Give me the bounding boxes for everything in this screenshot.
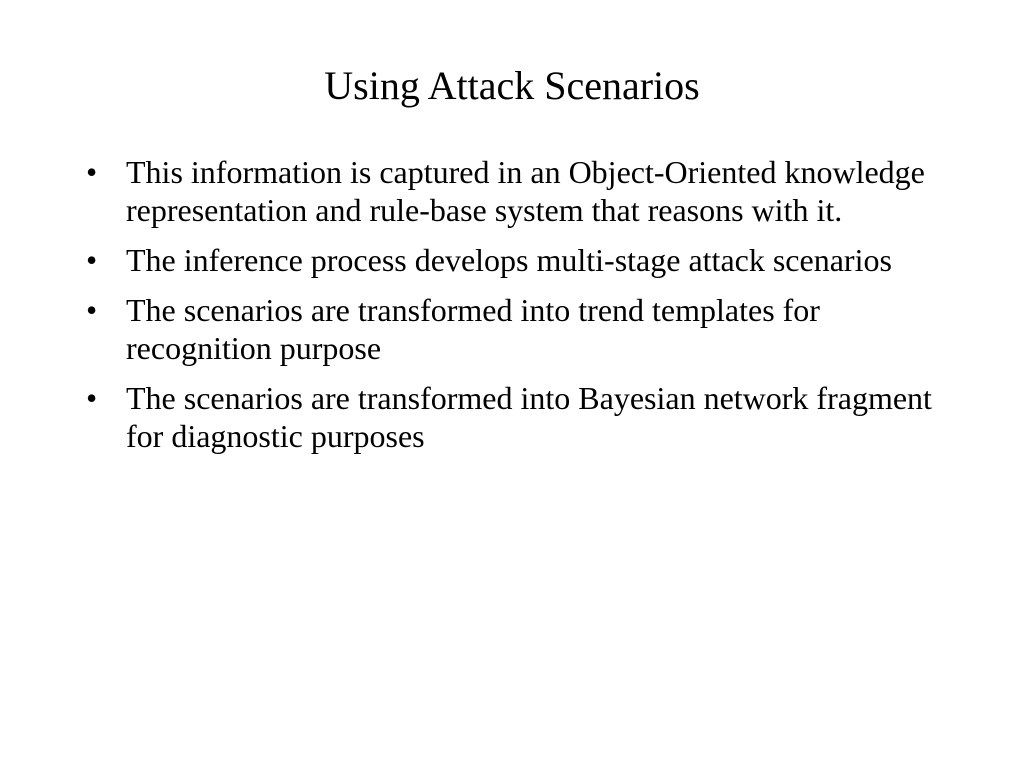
bullet-list bbox=[86, 153, 966, 467]
bullet-icon: • bbox=[86, 292, 98, 328]
bullet-icon: • bbox=[86, 380, 98, 416]
bullet-text-3: The scenarios are transformed into trend templates for recognition purpose bbox=[126, 292, 820, 366]
bullet-item-2 bbox=[86, 241, 966, 279]
slide-title: Using Attack Scenarios bbox=[324, 63, 700, 108]
bullet-text-4: The scenarios are transformed into Bayesian network fragment for diagnostic purposes bbox=[126, 380, 932, 454]
bullet-item-1 bbox=[86, 153, 966, 229]
bullet-item-4 bbox=[86, 379, 966, 455]
bullet-item-3 bbox=[86, 291, 966, 367]
bullet-icon: • bbox=[86, 242, 98, 278]
bullet-icon: • bbox=[86, 154, 98, 190]
bullet-text-1: This information is captured in an Object-Oriented knowledge representation and rule-base system that reasons with it. bbox=[126, 154, 925, 228]
bullet-text-2: The inference process develops multi-stage attack scenarios bbox=[126, 242, 892, 278]
